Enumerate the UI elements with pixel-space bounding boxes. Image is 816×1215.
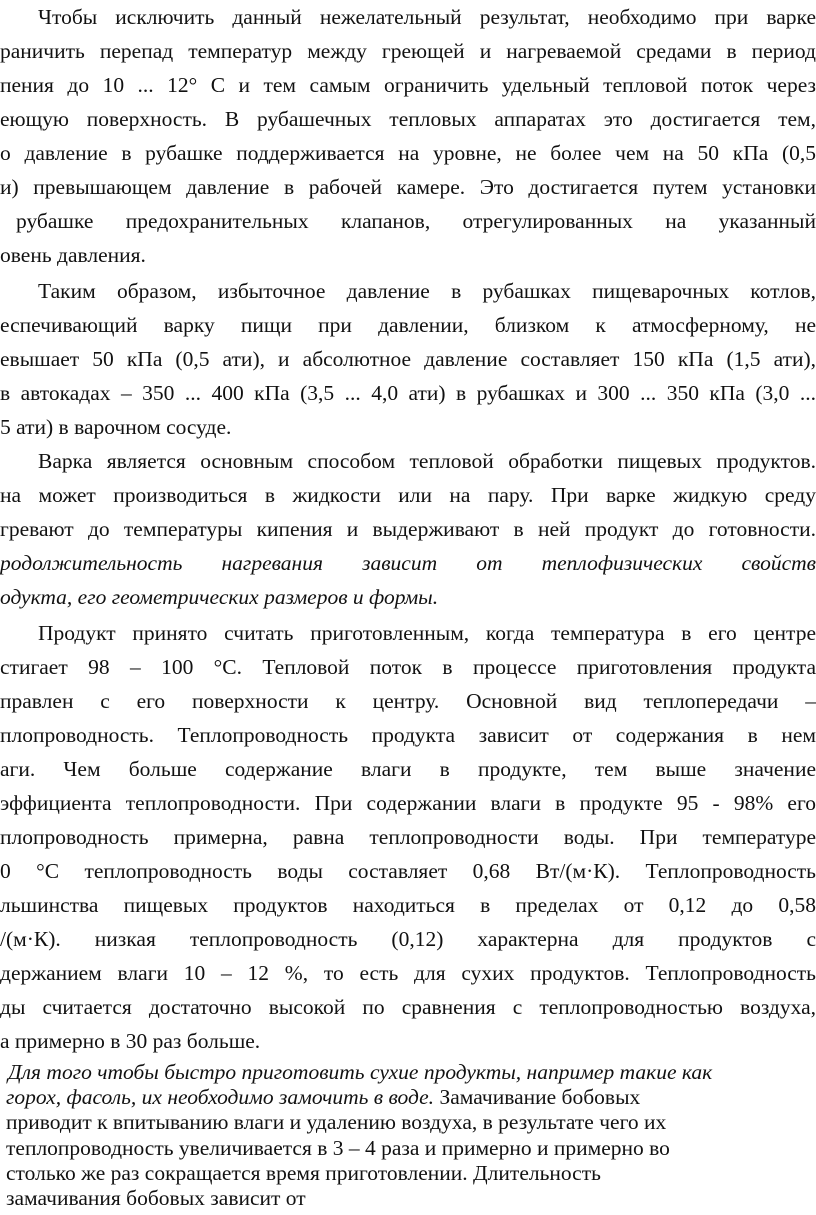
text-line: евышает 50 кПа (0,5 ати), и абсолютное давление составляет 150 кПа (1,5 ати), [0,347,816,371]
text-line: эффициента теплопроводности. При содержании влаги в продукте 95 - 98% его [0,791,816,815]
regular-text: Замачивание бобовых [434,1085,641,1110]
text-line: рубашке предохранительных клапанов, отрегулированных на указанный [16,209,816,233]
text-line: Чтобы исключить данный нежелательный результат, необходимо при варке [38,5,816,29]
italic-text-line: Для того чтобы быстро приготовить сухие продукты, например такие как [8,1060,713,1084]
text-line: аги. Чем больше содержание влаги в продукте, тем выше значение [0,757,816,781]
italic-text-line: родолжительность нагревания зависит от теплофизических свойств [0,551,816,575]
text-line: а примерно в 30 раз больше. [0,1029,261,1053]
text-line: правлен с его поверхности к центру. Основной вид теплопередачи – [0,689,816,713]
text-line: раничить перепад температур между греющей и нагреваемой средами в период [0,39,816,63]
text-line: Таким образом, избыточное давление в рубашках пищеварочных котлов, [38,279,816,303]
text-line: овень давления. [0,243,146,267]
text-line: Варка является основным способом тепловой обработки пищевых продуктов. [38,449,816,473]
text-line: еющую поверхность. В рубашечных тепловых аппаратах это достигается тем, [0,107,816,131]
text-line: столько же раз сокращается время приготовлении. Длительность [6,1160,601,1185]
text-line: приводит к впитыванию влаги и удалению воздуха, в результате чего их [6,1110,667,1135]
italic-text-line: одукта, его геометрических размеров и формы. [0,585,439,609]
text-line: на может производиться в жидкости или на пару. При варке жидкую среду [0,483,816,507]
text-line: о давление в рубашке поддерживается на уровне, не более чем на 50 кПа (0,5 [0,141,816,165]
text-line: льшинства пищевых продуктов находиться в пределах от 0,12 до 0,58 [0,893,816,917]
text-line: 5 ати) в варочном сосуде. [0,415,232,439]
text-line: замачивания бобовых зависит от [6,1185,306,1210]
text-line: еспечивающий варку пищи при давлении, близком к атмосферному, не [0,313,816,337]
text-line: ды считается достаточно высокой по сравнения с теплопроводностью воздуха, [0,995,816,1019]
text-line: 0 °С теплопроводность воды составляет 0,68 Вт/(м·К). Теплопроводность [0,859,816,883]
text-line: в автокадах – 350 ... 400 кПа (3,5 ... 4,0 ати) в рубашках и 300 ... 350 кПа (3,0 ... [0,381,816,405]
text-line: Продукт принято считать приготовленным, когда температура в его центре [38,621,816,645]
text-line: плопроводность примерна, равна теплопроводности воды. При температуре [0,825,816,849]
text-line: /(м·К). низкая теплопроводность (0,12) характерна для продуктов с [0,927,816,951]
text-line: держанием влаги 10 – 12 %, то есть для сухих продуктов. Теплопроводность [0,961,816,985]
italic-text: горох, фасоль, их необходимо замочить в воде. [6,1085,435,1110]
text-line: пения до 10 ... 12° С и тем самым ограничить удельный тепловой поток через [0,73,816,97]
text-line: плопроводность. Теплопроводность продукта зависит от содержания в нем [0,723,816,747]
text-line: гревают до температуры кипения и выдерживают в ней продукт до готовности. [0,517,816,541]
mixed-text-line [6,1085,640,1110]
text-line: стигает 98 – 100 °С. Тепловой поток в процессе приготовления продукта [0,655,816,679]
text-line: и) превышающем давление в рабочей камере. Это достигается путем установки [0,175,816,199]
text-line: теплопроводность увеличивается в 3 – 4 раза и примерно и примерно во [6,1135,670,1160]
